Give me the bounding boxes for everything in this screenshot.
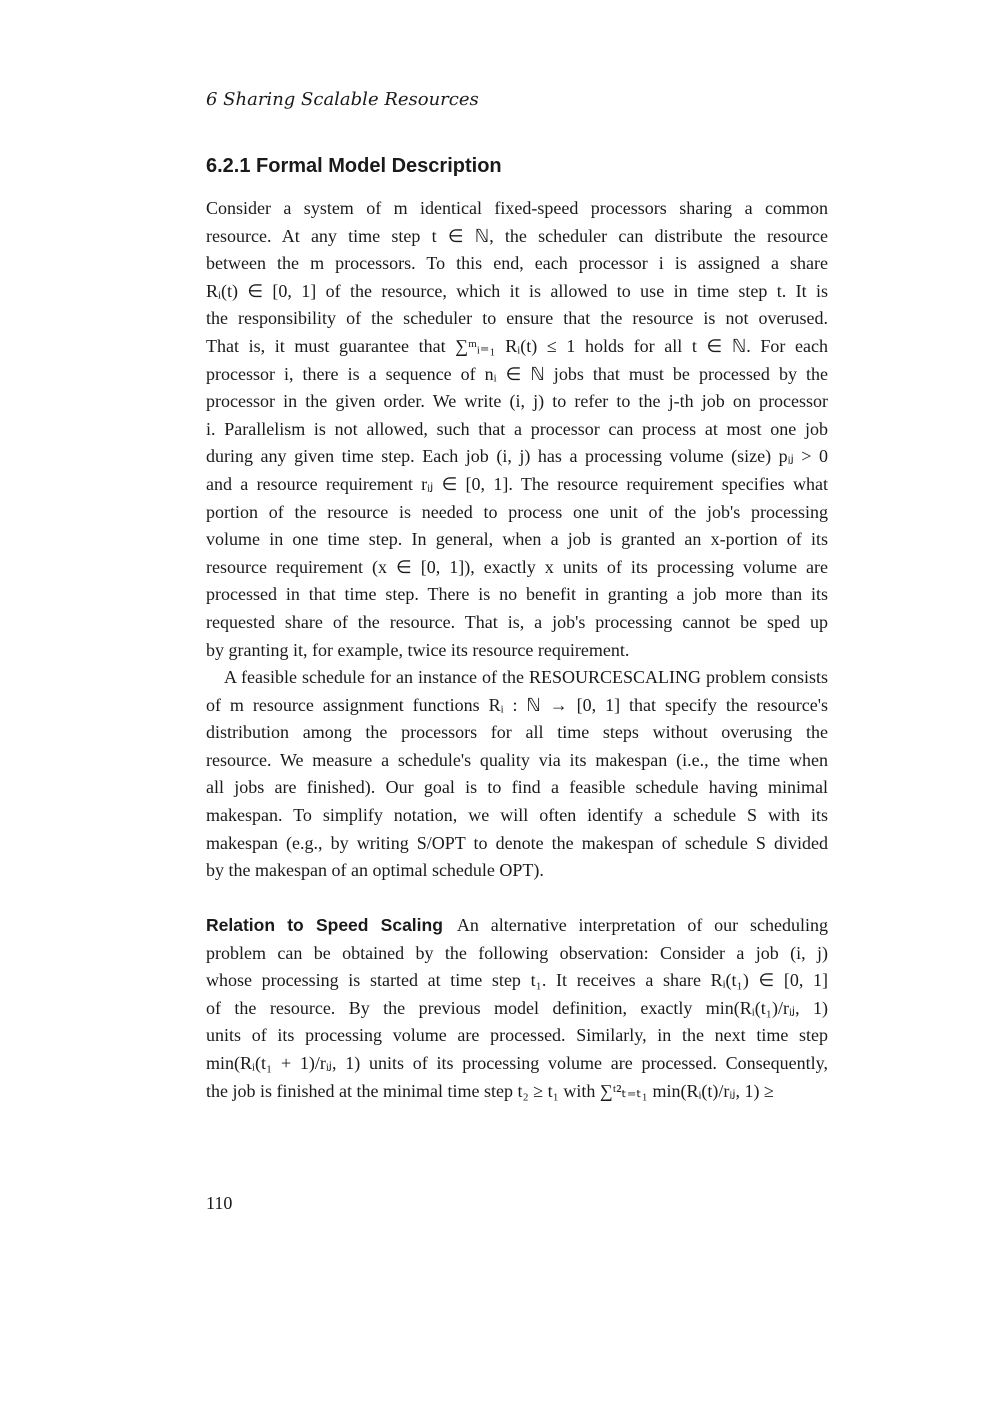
run-in-heading: Relation to Speed Scaling (206, 915, 443, 935)
text-line-content: An alternative interpretation of our scheduling (456, 915, 828, 935)
text-line: processed in that time step. There is no benefit in granting a job more than its (206, 584, 828, 605)
paragraph-formal-model (206, 195, 828, 664)
text-line: all jobs are finished). Our goal is to find a feasible schedule having minimal (206, 777, 828, 798)
text-line: That is, it must guarantee that ∑ᵐᵢ₌₁ Rᵢ(t) ≤ 1 holds for all t ∈ ℕ. For each (206, 335, 828, 356)
paragraph-speed-scaling (206, 912, 828, 1105)
text-line: processor i, there is a sequence of nᵢ ∈ ℕ jobs that must be processed by the (206, 363, 828, 384)
text-line: Consider a system of m identical fixed-speed processors sharing a common (206, 198, 828, 218)
text-line: makespan (e.g., by writing S/OPT to denote the makespan of schedule S divided (206, 832, 828, 853)
page-number: 110 (206, 1193, 233, 1213)
text-line: requested share of the resource. That is, a job's processing cannot be sped up (206, 611, 828, 632)
text-line: resource requirement (x ∈ [0, 1]), exactly x units of its processing volume are (206, 556, 828, 577)
text-line: and a resource requirement rᵢⱼ ∈ [0, 1]. The resource requirement specifies what (206, 473, 828, 494)
paragraph-feasible-schedule (206, 664, 828, 885)
text-line: by the makespan of an optimal schedule OPT). (206, 860, 544, 881)
text-line: A feasible schedule for an instance of the RESOURCESCALING problem consists (224, 667, 828, 687)
text-line: whose processing is started at time step t₁. It receives a share Rᵢ(t₁) ∈ [0, 1] (206, 970, 828, 991)
text-line: of m resource assignment functions Rᵢ : ℕ → [0, 1] that specify the resource's (206, 694, 828, 715)
text-line: during any given time step. Each job (i, j) has a processing volume (size) pᵢⱼ > 0 (206, 446, 828, 467)
section-title: 6.2.1 Formal Model Description (206, 155, 502, 177)
text-line: by granting it, for example, twice its resource requirement. (206, 639, 630, 660)
text-line: processor in the given order. We write (i, j) to refer to the j-th job on processor (206, 391, 828, 412)
text-line: volume in one time step. In general, when a job is granted an x-portion of its (206, 529, 828, 550)
text-line: resource. We measure a schedule's quality via its makespan (i.e., the time when (206, 749, 828, 770)
text-line: distribution among the processors for all time steps without overusing the (206, 722, 828, 743)
text-line: units of its processing volume are processed. Similarly, in the next time step (206, 1025, 828, 1046)
text-line: Rᵢ(t) ∈ [0, 1] of the resource, which it is allowed to use in time step t. It is (206, 280, 828, 301)
text-line: between the m processors. To this end, each processor i is assigned a share (206, 253, 828, 274)
text-line: makespan. To simplify notation, we will often identify a schedule S with its (206, 804, 828, 825)
text-line: of the resource. By the previous model definition, exactly min(Rᵢ(t₁)/rᵢⱼ, 1) (206, 997, 828, 1018)
text-line: portion of the resource is needed to process one unit of the job's processing (206, 501, 828, 522)
text-line: the responsibility of the scheduler to ensure that the resource is not overused. (206, 308, 828, 329)
text-line: the job is finished at the minimal time step t₂ ≥ t₁ with ∑ᵗ²ₜ₌ₜ₁ min(Rᵢ(t)/rᵢⱼ, 1) ≥ (206, 1080, 774, 1101)
text-line: i. Parallelism is not allowed, such that a processor can process at most one job (206, 418, 828, 439)
text-line: resource. At any time step t ∈ ℕ, the scheduler can distribute the resource (206, 225, 828, 246)
text-line: min(Rᵢ(t₁ + 1)/rᵢⱼ, 1) units of its processing volume are processed. Consequently, (206, 1052, 828, 1073)
text-line: problem can be obtained by the following observation: Consider a job (i, j) (206, 942, 828, 963)
text-line (206, 912, 828, 940)
running-head: 6 Sharing Scalable Resources (206, 89, 479, 110)
